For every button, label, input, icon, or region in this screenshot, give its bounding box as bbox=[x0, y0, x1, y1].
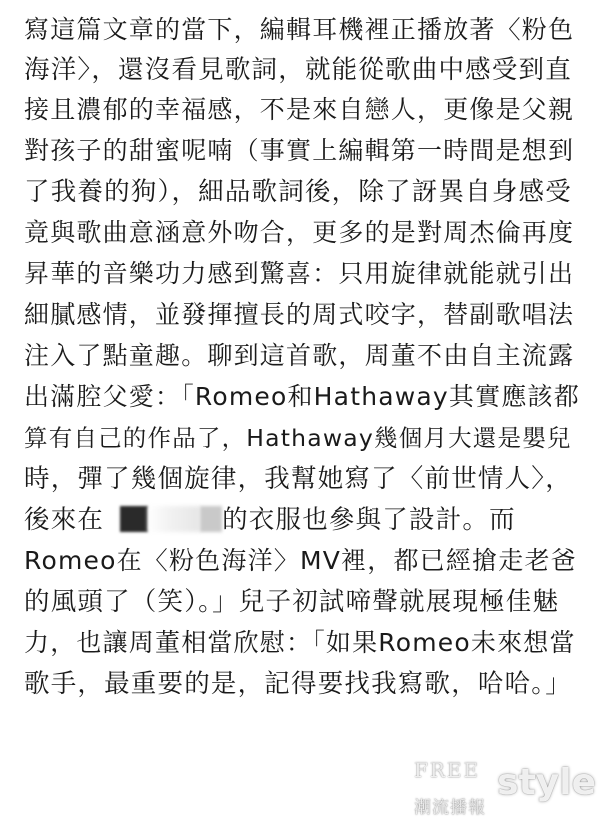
watermark-logo bbox=[406, 758, 596, 818]
watermark-style-text: style bbox=[497, 762, 596, 803]
line-text-after-redaction: 的衣服也參與了設計。而 bbox=[222, 505, 516, 535]
paragraph-line: Romeo在〈粉色海洋〉MV裡，都已經搶走老爸 bbox=[24, 546, 577, 575]
redaction-block bbox=[120, 506, 148, 532]
paragraph-line: 算有自己的作品了，Hathaway幾個月大還是嬰兒 bbox=[24, 424, 572, 452]
paragraph-line: 昇華的音樂功力感到驚喜：只用旋律就能就引出 bbox=[24, 259, 575, 288]
paragraph-line: 時，彈了幾個旋律，我幫她寫了〈前世情人〉， bbox=[24, 464, 572, 494]
redaction-gap bbox=[104, 506, 120, 532]
paragraph-line: 竟與歌曲意涵意外吻合，更多的是對周杰倫再度 bbox=[24, 218, 575, 247]
paragraph-line: 對孩子的甜蜜呢喃（事實上編輯第一時間是想到 bbox=[24, 136, 575, 165]
paragraph-line-redacted bbox=[24, 500, 580, 540]
paragraph-line: 細膩感情，並發揮擅長的周式咬字，替副歌唱法 bbox=[24, 300, 575, 329]
paragraph-line: 了我養的狗），細品歌詞後，除了訝異自身感受 bbox=[24, 177, 572, 207]
redaction-blur bbox=[148, 506, 200, 532]
paragraph-line: 注入了點童趣。聊到這首歌，周董不由自主流露 bbox=[24, 341, 575, 370]
watermark-free-text: FREE bbox=[414, 758, 481, 782]
watermark-subtitle: 潮流播報 bbox=[414, 798, 486, 818]
paragraph-line: 的風頭了（笑）。」兒子初試啼聲就展現極佳魅 bbox=[24, 587, 560, 617]
paragraph-line: 接且濃郁的幸福感，不是來自戀人，更像是父親 bbox=[24, 95, 575, 124]
paragraph-line: 寫這篇文章的當下，編輯耳機裡正播放著〈粉色 bbox=[24, 15, 575, 44]
paragraph-line: 海洋〉，還沒看見歌詞，就能從歌曲中感受到直 bbox=[24, 55, 572, 85]
line-text-before-redaction: 後來在 bbox=[24, 505, 105, 535]
paragraph-line: 力，也讓周董相當欣慰：「如果Romeo未來想當 bbox=[24, 628, 576, 657]
redaction-block bbox=[200, 506, 222, 532]
paragraph-line: 出滿腔父愛：「Romeo和Hathaway其實應該都 bbox=[24, 382, 580, 411]
paragraph-line: 歌手，最重要的是，記得要找我寫歌，哈哈。」 bbox=[24, 669, 572, 699]
